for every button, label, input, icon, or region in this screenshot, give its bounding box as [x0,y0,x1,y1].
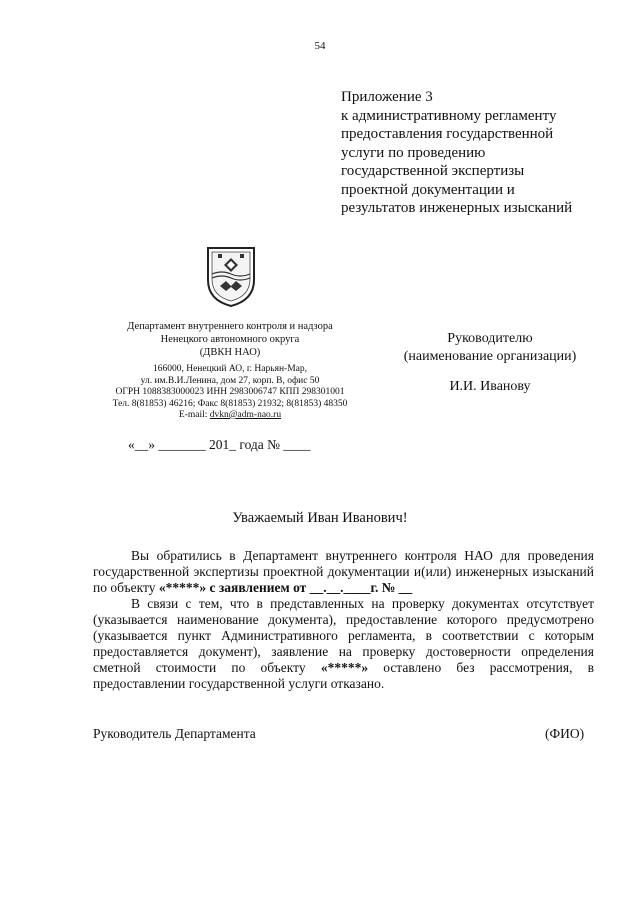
recipient-name: И.И. Иванову [449,379,531,394]
body-paragraph [93,548,594,596]
greeting: Уважаемый Иван Иванович! [232,510,408,526]
appendix-line: проектной документации и [341,181,515,198]
body-paragraph [93,596,594,692]
appendix-line: предоставления государственной [341,126,554,142]
page-number: 54 [314,40,326,52]
date-number-line: «__» _______ 201_ года № ____ [128,437,311,452]
address-line: Тел. 8(81853) 46216; Факс 8(81853) 21932; 8(81853) 48350 [112,398,348,409]
appendix-line: Приложение 3 [341,89,433,105]
appendix-line: к административному регламенту [341,107,557,124]
nao-coat-of-arms-icon [196,240,266,310]
department-line: (ДВКН НАО) [199,347,261,358]
recipient-org: (наименование организации) [403,349,577,364]
recipient-block [380,330,600,396]
appendix-line: услуги по проведению [341,144,486,161]
recipient-title: Руководителю [447,331,533,346]
appendix-line: результатов инженерных изысканий [341,200,573,216]
object-reference: «*****» [320,660,369,675]
email-line [90,410,370,422]
signatory-role: Руководитель Департамента [93,726,256,741]
address-line: ул. им.В.И.Ленина, дом 27, корп. В, офис 50 [140,375,320,386]
object-reference: «*****» с заявлением от __.__.____г. № __ [158,580,413,595]
department-line: Ненецкого автономного округа [160,334,300,345]
appendix-header [341,88,572,218]
address-line: 166000, Ненецкий АО, г. Нарьян-Мар, [152,364,307,374]
signatory-name: (ФИО) [545,726,585,741]
paragraph-text: Вы обратились в Департамент внутреннего контроля НАО для проведения государственной экспертизы проектной документации и(или) инженерных изысканий по объекту [93,548,594,595]
address-line: ОГРН 1088383000023 ИНН 2983006747 КПП 298301001 [115,387,345,397]
email-label: E-mail: [178,410,210,420]
paragraph-text: оставлено без рассмотрения, в предоставлении государственной услуги отказано. [93,660,594,691]
email-link[interactable]: dvkn@adm-nao.ru [209,410,282,420]
sender-department [90,320,370,359]
letter-body [93,548,594,692]
appendix-line: государственной экспертизы [341,163,525,179]
sender-address [90,364,370,422]
department-line: Департамент внутреннего контроля и надзора [127,321,333,332]
paragraph-text: В связи с тем, что в представленных на проверку документах отсутствует (указывается наименование документа), предоставление которого предусмотрено (указывается пункт Административного регламента, в соответствии с которым предоставляется документ), заявление на проверку достоверности определения сметной стоимости по объекту [93,596,594,675]
